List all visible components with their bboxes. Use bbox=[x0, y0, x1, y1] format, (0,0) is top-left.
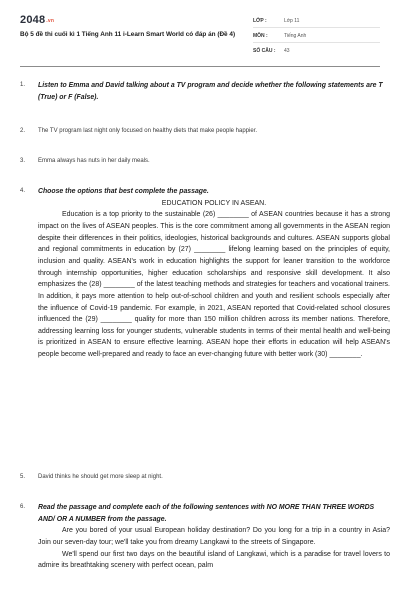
question-statement: The TV program last night only focused on healthy diets that make people happier. bbox=[38, 128, 258, 134]
question-5 bbox=[20, 472, 390, 484]
question-2 bbox=[20, 126, 390, 138]
logo-text: 2048 bbox=[20, 14, 46, 26]
question-1 bbox=[20, 80, 390, 103]
passage-title: EDUCATION POLICY IN ASEAN. bbox=[161, 199, 267, 207]
question-number: 4. bbox=[20, 188, 26, 194]
question-number: 2. bbox=[20, 128, 26, 134]
logo-suffix: .vn bbox=[46, 18, 55, 24]
question-6 bbox=[20, 502, 390, 572]
site-logo[interactable] bbox=[20, 14, 54, 26]
document-header bbox=[0, 0, 400, 68]
question-number: 3. bbox=[20, 158, 26, 164]
passage-paragraph: We'll spend our first two days on the beautiful island of Langkawi, which is a paradise for travel lovers to admire its breathtaking scenery with perfect ocean, palm bbox=[38, 550, 390, 570]
class-value: Lớp 11 bbox=[284, 18, 300, 24]
question-number: 1. bbox=[20, 82, 26, 88]
meta-divider bbox=[253, 27, 380, 28]
question-number: 6. bbox=[20, 504, 26, 510]
question-instruction: Choose the options that best complete the passage. bbox=[38, 188, 209, 195]
subject-label: MÔN : bbox=[253, 33, 268, 39]
question-instruction: Read the passage and complete each of the following sentences with NO MORE THAN THREE WORDS AND/ OR A NUMBER from the passage. bbox=[38, 504, 375, 523]
header-divider bbox=[20, 66, 380, 67]
document-title: Bộ 5 đề thi cuối kì 1 Tiếng Anh 11 i-Learn Smart World có đáp án (Đề 4) bbox=[20, 31, 236, 38]
question-number: 5. bbox=[20, 474, 26, 480]
count-value: 43 bbox=[284, 48, 290, 54]
passage-text: Education is a top priority to the sustainable (26) ________ of ASEAN countries because it has a strong impact on the lives of ASEAN peoples. This is the core commitment among all governments in the ASEAN region despite their differences in their politics, ideologies, historical backgrounds and cultures. ASEAN supports global and regional commitments in education by (27) ________ lifelong learning based on the principles of equity, inclusion and quality. ASEAN's work in education highlights the support for leaner transition to the workforce through internship opportunities, higher education scholarships and responsive skill development. It also emphasizes the (28) ________ of the latest teaching methods and strategies for teachers and vocational trainers. In addition, it pays more attention to help out-of-school children and youth and resilient schools especially after the influence of Covid-19 pandemic. For example, in 2021, ASEAN reported that Covid-related school closures influenced the (29) ________ quality for more than 150 million children across its member nations. Therefore, addressing learning loss for younger students, vulnerable students in terms of their mental health and well-being is prioritized in ASEAN to ensure effective learning. ASEAN hope their efforts in education will help ASEAN's people become well-prepared and ready to face an ever-changing future with better work (30) ________. bbox=[38, 211, 390, 359]
meta-divider bbox=[253, 42, 380, 43]
passage-paragraph: Are you bored of your usual European holiday destination? Do you long for a trip in a country in Asia? Join our seven-day tour; we'll take you from dreamy Langkawi to the streets of Singapore. bbox=[38, 527, 390, 546]
question-statement: David thinks he should get more sleep at night. bbox=[38, 474, 163, 480]
class-label: LỚP : bbox=[253, 18, 267, 24]
question-3 bbox=[20, 156, 390, 168]
question-instruction: Listen to Emma and David talking about a TV program and decide whether the following statements are T (True) or F (False). bbox=[38, 82, 383, 101]
subject-value: Tiếng Anh bbox=[284, 33, 307, 39]
question-statement: Emma always has nuts in her daily meals. bbox=[38, 158, 150, 164]
count-label: SỐ CÂU : bbox=[253, 48, 276, 54]
question-4 bbox=[20, 186, 390, 361]
